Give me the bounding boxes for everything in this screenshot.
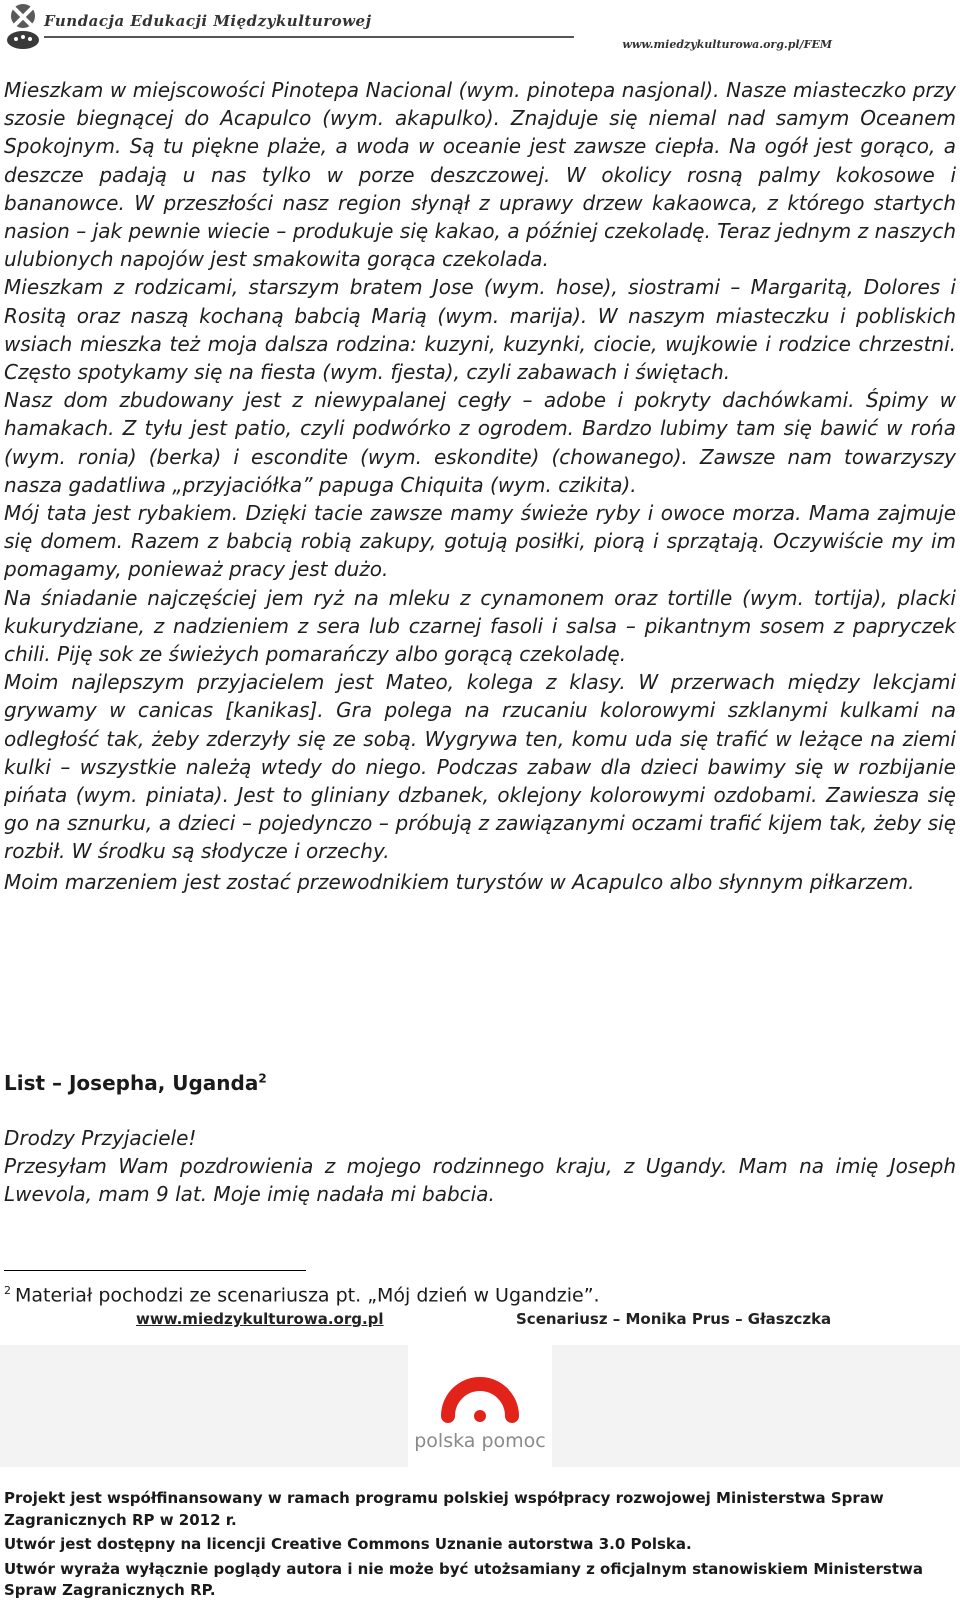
footnote-text: Materiał pochodzi ze scenariusza pt. „Mój dzień w Ugandzie”. <box>15 1284 600 1307</box>
footer-author: Scenariusz – Monika Prus – Głaszczka <box>516 1310 832 1328</box>
footnote-ref[interactable]: 2 <box>258 1071 267 1086</box>
logo-band-left <box>0 1345 408 1467</box>
license-line: Utwór jest dostępny na licencji Creative Commons Uznanie autorstwa 3.0 Polska. <box>4 1535 692 1553</box>
footnote-number: 2 <box>4 1284 11 1297</box>
section-title-text: List – Josepha, Uganda <box>4 1071 259 1095</box>
logo-band-right <box>552 1345 960 1467</box>
disclaimer-line: Utwór wyraża wyłącznie poglądy autora i nie może być utożsamiany z oficjalnym stanowiskiem Ministerstwa Spraw Zagranicznych RP. <box>4 1559 923 1599</box>
paragraph-dream: Moim marzeniem jest zostać przewodnikiem turystów w Acapulco albo słynnym piłkarzem. <box>4 869 915 894</box>
org-name: Fundacja Edukacji Międzykulturowej <box>44 12 372 30</box>
paragraph-family: Mieszkam z rodzicami, starszym bratem Jose (wym. hose), siostrami – Margaritą, Dolores i Rositą oraz naszą kochaną babcią Marią (wym. marija). W naszym miasteczku i pobliskich wsiach mieszka też moja dalsza rodzina: kuzyni, kuzynki, ciocie, wujkowie i rodzice chrzestni. Często spotykamy się na fiesta (wym. fjesta), czyli zabawach i świętach. <box>4 275 956 385</box>
letter-greeting: Drodzy Przyjaciele! <box>4 1126 197 1150</box>
header-divider <box>44 36 574 38</box>
footnote-divider <box>4 1270 306 1271</box>
paragraph-location: Mieszkam w miejscowości Pinotepa Nacional (wym. pinotepa nasjonal). Nasze miasteczko przy szosie biegnącej do Acapulco (wym. akapulko). Znajduje się niemal nad samym Oceanem Spokojnym. Są tu piękne plaże, a woda w oceanie jest zawsze ciepła. Na ogół jest gorąco, a deszcze padają u nas tylko w porze deszczowej. W okolicy rosną palmy kokosowe i bananowce. W przeszłości nasz region słynął z uprawy drzew kakaowca, z którego startych nasion – jak pewnie wiecie – produkuje się kakao, a później czekoladę. Teraz jednym z naszych ulubionych napojów jest smakowita gorąca czekolada. <box>4 78 956 272</box>
funding-notice <box>4 1488 956 1602</box>
footer-url-link[interactable]: www.miedzykulturowa.org.pl <box>136 1310 384 1328</box>
foundation-logo-icon <box>4 2 42 50</box>
section-title <box>4 1071 267 1095</box>
letter-paragraph: Przesyłam Wam pozdrowienia z mojego rodzinnego kraju, z Ugandy. Mam na imię Joseph Lwevola, mam 9 lat. Moje imię nadała mi babcia. <box>4 1154 956 1207</box>
header-url: www.miedzykulturowa.org.pl/FEM <box>622 38 832 51</box>
main-content <box>4 76 956 899</box>
funding-line: Projekt jest współfinansowany w ramach programu polskiej współpracy rozwojowej Ministerstwa Spraw Zagranicznych RP w 2012 r. <box>4 1489 884 1529</box>
letter-section <box>4 1124 956 1209</box>
paragraph-friend: Moim najlepszym przyjacielem jest Mateo, kolega z klasy. W przerwach między lekcjami grywamy w canicas [kanikas]. Gra polega na rzucaniu kolorowymi szklanymi kulkami na odległość tak, żeby zderzyły się ze sobą. Wygrywa ten, komu uda się trafić w leżące na ziemi kulki – wszystkie należą wtedy do niego. Podczas zabaw dla dzieci bawimy się w rozbijanie pińata (wym. piniata). Jest to gliniany dzbanek, oklejony kolorowymi ozdobami. Zawiesza się go na sznurku, a dzieci – pojedynczo – próbują z zawiązanymi oczami trafić kijem tak, żeby się rozbił. W środku są słodycze i orzechy. <box>4 670 956 864</box>
paragraph-parents: Mój tata jest rybakiem. Dzięki tacie zawsze mamy świeże ryby i owoce morza. Mama zajmuje się domem. Razem z babcią robią zakupy, gotują posiłki, piorą i sprzątają. Oczywiście my im pomagamy, ponieważ pracy jest dużo. <box>4 501 956 582</box>
paragraph-breakfast: Na śniadanie najczęściej jem ryż na mleku z cynamonem oraz tortille (wym. tortija), placki kukurydziane, z nadzieniem z sera lub czarnej fasoli i salsa – pikantnym sosem z papryczek chili. Piję sok ze świeżych pomarańczy albo gorącą czekoladę. <box>4 585 956 667</box>
paragraph-house: Nasz dom zbudowany jest z niewypalanej cegły – adobe i pokryty dachówkami. Śpimy w hamakach. Z tyłu jest patio, czyli podwórko z ogrodem. Bardzo lubimy tam się bawić w rońa (wym. ronia) (berka) i escondite (wym. eskondite) (chowanego). Zawsze nam towarzyszy nasza gadatliwa „przyjaciółka” papuga Chiquita (wym. czikita). <box>4 388 956 497</box>
footnote <box>4 1284 600 1306</box>
polska-pomoc-text: polska pomoc <box>414 1430 546 1452</box>
page-header <box>0 0 960 62</box>
